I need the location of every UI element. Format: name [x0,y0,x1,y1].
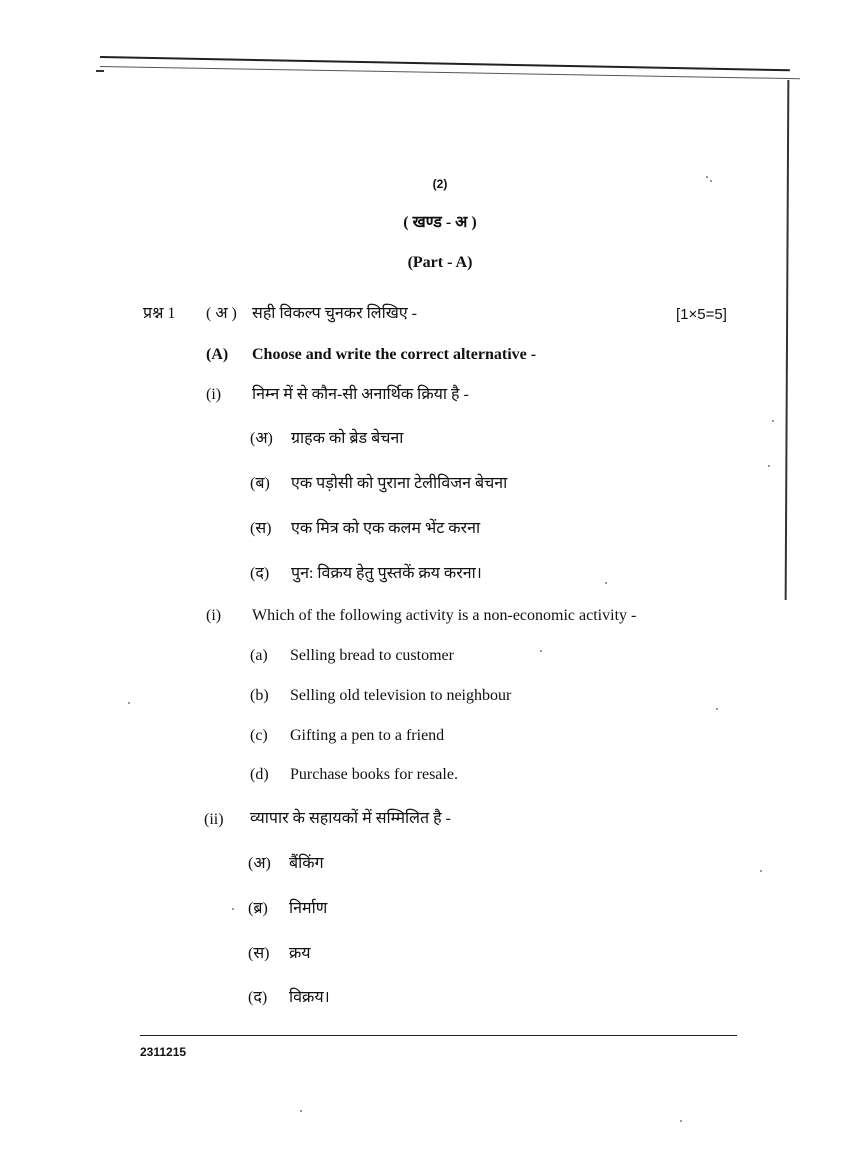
item-number: (i) [206,607,222,624]
scan-mark [96,70,104,72]
option-text: Purchase books for resale. [290,766,458,783]
item-question-text: Which of the following activity is a non-economic activity - [252,607,637,624]
page-number: (2) [432,177,448,191]
marks-allocation: [1×5=5] [676,306,727,323]
item-question-text: व्यापार के सहायकों में सम्मिलित है - [250,810,451,827]
scan-speck [706,176,708,178]
option-key: (d) [250,766,269,783]
option-key: (ब्र) [248,900,268,917]
scan-speck [716,708,718,710]
scan-speck [772,420,774,422]
scan-speck [540,650,542,652]
footer-divider [140,1035,737,1036]
option-text: Selling old television to neighbour [290,687,512,704]
option-text: Selling bread to customer [290,647,454,664]
option-text: क्रय [289,945,311,962]
scan-speck [232,908,234,910]
option-key: (अ) [250,430,273,447]
item-number: (i) [206,386,222,403]
scan-border-right [785,80,790,600]
question-instruction-hindi: सही विकल्प चुनकर लिखिए - [252,305,418,322]
scan-speck [760,870,762,872]
item-question-text: निम्न में से कौन-सी अनार्थिक क्रिया है - [252,386,469,403]
section-heading-hindi: ( खण्ड - अ ) [403,214,477,231]
option-key: (द) [248,989,268,1006]
option-text: एक पड़ोसी को पुराना टेलीविजन बेचना [291,475,508,492]
option-text: बैंकिंग [289,855,324,872]
question-label: प्रश्न 1 [143,305,176,322]
option-key: (ब) [250,475,270,492]
section-heading-english: (Part - A) [407,254,473,271]
option-text: ग्राहक को ब्रेड बेचना [291,430,404,447]
question-sub-label-hindi: ( अ ) [206,305,237,322]
option-text: एक मित्र को एक कलम भेंट करना [291,520,481,537]
scan-speck [605,582,607,584]
paper-code: 2311215 [140,1045,187,1059]
option-key: (a) [250,647,268,664]
option-key: (अ) [248,855,271,872]
option-text: निर्माण [289,900,328,917]
item-number: (ii) [204,811,224,828]
option-key: (द) [250,565,270,582]
option-key: (स) [250,520,272,537]
option-text: Gifting a pen to a friend [290,727,445,744]
option-key: (स) [248,945,270,962]
scan-speck [710,180,712,182]
option-text: पुन: विक्रय हेतु पुस्तकें क्रय करना। [291,565,482,582]
scan-speck [768,465,770,467]
question-sub-label-english: (A) [206,346,229,363]
option-key: (b) [250,687,269,704]
scan-speck [680,1120,682,1122]
scan-speck [300,1110,302,1112]
question-instruction-english: Choose and write the correct alternative - [252,346,537,363]
scan-speck [128,702,130,704]
option-text: विक्रय। [289,989,330,1006]
option-key: (c) [250,727,268,744]
